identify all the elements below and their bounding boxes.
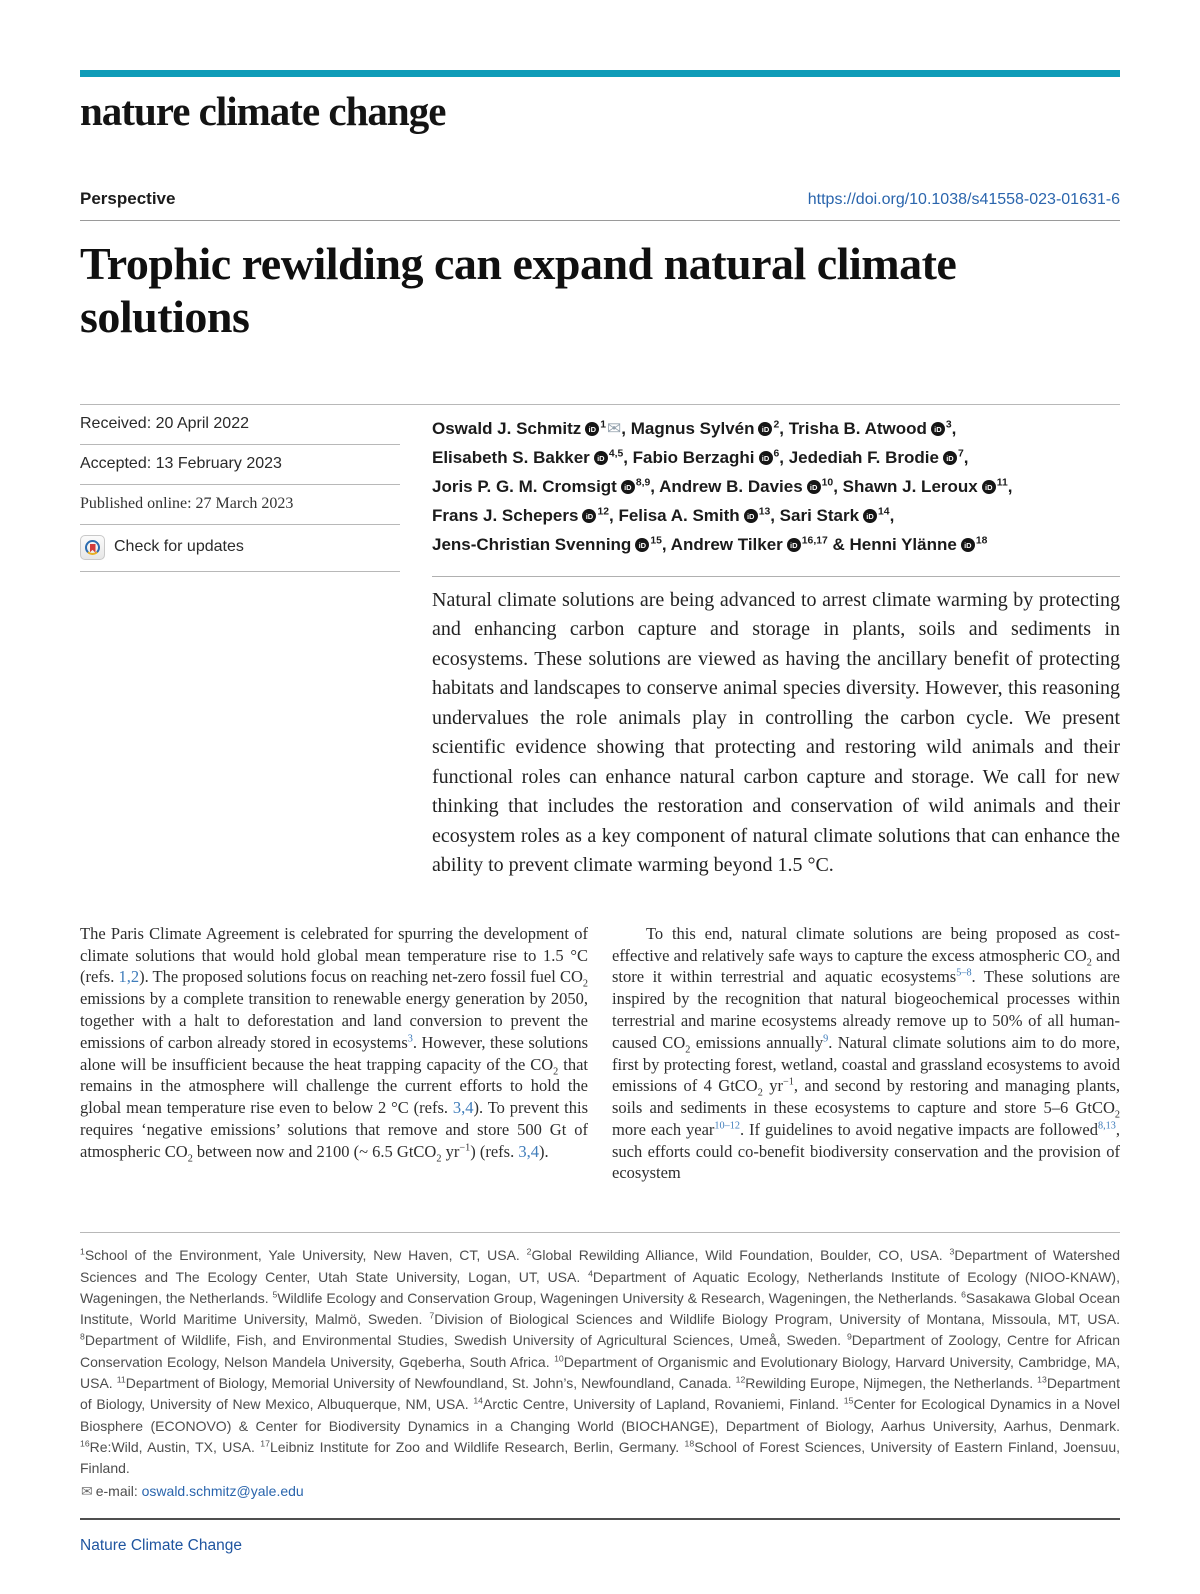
superscript: 15 [650,535,662,547]
orcid-icon[interactable]: iD [961,538,975,552]
subscript: 2 [436,1152,442,1164]
accepted-date: Accepted: 13 February 2023 [80,445,400,485]
published-date: Published online: 27 March 2023 [80,485,400,525]
orcid-icon[interactable]: iD [787,538,801,552]
orcid-icon[interactable]: iD [863,509,877,523]
superscript: 8,9 [635,477,651,489]
orcid-icon[interactable]: iD [807,480,821,494]
superscript: 16 [80,1438,90,1449]
orcid-icon[interactable]: iD [931,422,945,436]
superscript: 12 [735,1374,746,1385]
reference-link[interactable]: 8,13 [1098,1120,1116,1132]
superscript: 4 [588,1267,593,1278]
abstract-text: Natural climate solutions are being advanced to arrest climate warming by protecting and enhancing carbon capture and storage in plants, soils and sediments in ecosystems. These solutions are viewed as having the ancillary benefit of protecting habitats and landscapes to conserve animal species diversity. However, this reasoning undervalues the role animals play in controlling the carbon cycle. We present scientific evidence showing that protecting and restoring wild animals and their functional roles can enhance natural carbon capture and storage. We call for new thinking that includes the restoration and conservation of wild animals and their ecosystem roles as a key component of natural climate solutions that can enhance the ability to prevent climate warming beyond 1.5 °C. [432,588,1120,877]
affiliations-block [80,1232,1120,1502]
orcid-icon[interactable]: iD [982,480,996,494]
superscript: 16,17 [801,535,828,547]
subscript: 2 [685,1044,691,1055]
superscript: 1 [600,419,607,431]
subscript: 2 [757,1087,763,1099]
superscript: 7 [957,448,964,460]
orcid-icon[interactable]: iD [759,451,773,465]
superscript: 13 [758,506,771,518]
subscript: 2 [1086,956,1092,968]
superscript: −1 [782,1076,794,1088]
superscript: 9 [846,1331,852,1342]
superscript: 18 [684,1438,695,1449]
subscript: 2 [582,978,588,990]
footer-journal-name[interactable]: Nature Climate Change [80,1536,242,1554]
orcid-icon[interactable]: iD [635,538,649,552]
article-body [80,923,1120,1185]
reference-link[interactable]: 9 [823,1033,829,1045]
superscript: 15 [843,1395,854,1406]
superscript: 3 [949,1246,955,1257]
subscript: 2 [187,1152,193,1164]
superscript: 1 [80,1246,85,1257]
doi-link[interactable]: https://doi.org/10.1038/s41558-023-01631-6 [807,191,1120,208]
orcid-icon[interactable]: iD [758,422,772,436]
superscript: 11 [116,1374,126,1385]
superscript: 7 [429,1310,435,1321]
reference-link[interactable]: 3,4 [452,1098,474,1118]
superscript: 6 [961,1289,966,1300]
page-title: Trophic rewilding can expand natural climate solutions [80,238,957,343]
article-type-row [80,189,1120,221]
reference-link[interactable]: 5–8 [956,967,972,979]
reference-link[interactable]: 1,2 [118,967,140,987]
superscript: 11 [996,477,1008,489]
superscript: 13 [1037,1374,1047,1385]
orcid-icon[interactable]: iD [621,480,635,494]
orcid-icon[interactable]: iD [594,451,608,465]
superscript: 10 [821,477,834,489]
author-line: Jens-Christian Svenning iD $^{15}$, Andrew Tilker iD $^{16,17}$ & Henni Ylänne iD $^{18}$ [432,534,988,554]
authors-abstract-column [432,405,1120,881]
envelope-icon: ✉ [81,1482,93,1499]
abstract-divider [432,576,1120,577]
envelope-icon: ✉ [607,418,622,438]
check-for-updates-label: Check for updates [114,538,244,556]
author-line: Oswald J. Schmitz iD $^1$✉, Magnus Sylvén iD $^2$, Trisha B. Atwood iD $^3$, [432,418,957,438]
orcid-icon[interactable]: iD [744,509,758,523]
reference-link[interactable]: 10–12 [714,1120,740,1132]
body-left-column: The Paris Climate Agreement is celebrated for spurring the development of climate solutions that would hold global mean temperature rise to 1.5 °C (refs. 1,2). The proposed solutions focus on reaching net-zero fossil fuel $CO_2$ emissions by a complete transition to renewable energy generation by 2050, together with a halt to deforestation and land conversion to prevent the emissions of carbon already stored in ecosystems$^3$. However, these solutions alone will be insufficient because the heat trapping capacity of the $CO_2$ that remains in the atmosphere will challenge the current efforts to hold the global mean temperature rise even to below 2 °C (refs. 3,4). To prevent this requires ‘negative emissions’ solutions that remove and store 500 Gt of atmospheric $CO_2$ between now and 2100 (~ 6.5 GtCO$_2$ $yr^{-1}$) (refs. 3,4). [80,923,588,1164]
body-right-column: To this end, natural climate solutions are being proposed as cost-effective and relatively safe ways to capture the excess atmospheric $CO_2$ and store it within terrestrial and aquatic ecosystems$^{5-8}$. These solutions are inspired by the recognition that natural biogeochemical processes within terrestrial and marine ecosystems already remove up to 50% of all human-caused $CO_2$ emissions annually$^9$. Natural climate solutions aim to do more, first by protecting forest, wetland, coastal and grassland ecosystems to avoid emissions of 4 GtCO$_2$ $yr^{-1}$, and second by restoring and managing plants, soils and sediments in these ecosystems to capture and store 5–6 GtCO$_2$ more each year$^{10-12}$. If guidelines to avoid negative impacts are followed$^{8,13}$, such efforts could co-benefit biodiversity conservation and the provision of ecosystem [612,923,1121,1183]
superscript: 14 [473,1395,483,1406]
superscript: 17 [260,1438,270,1449]
accent-bar [80,70,1120,77]
crossmark-icon [80,535,105,560]
superscript: 14 [878,506,890,518]
reference-link[interactable]: 3 [407,1033,413,1045]
article-meta-section [80,404,1120,881]
superscript: 5 [272,1289,278,1300]
dates-column [80,405,400,881]
email-link[interactable]: oswald.schmitz@yale.edu [141,1482,304,1499]
author-line: Joris P. G. M. Cromsigt iD $^{8,9}$, Andrew B. Davies iD $^{10}$, Shawn J. Leroux iD $^{11}$, [432,476,1013,496]
superscript: 2 [773,419,780,431]
author-line: Elisabeth S. Bakker iD $^{4,5}$, Fabio Berzaghi iD $^6$, Jedediah F. Brodie iD $^7$, [432,447,969,467]
author-line: Frans J. Schepers iD $^{12}$, Felisa A. Smith iD $^{13}$, Sari Stark iD $^{14}$, [432,505,895,525]
orcid-icon[interactable]: iD [582,509,596,523]
superscript: 3 [945,419,952,431]
check-for-updates-button[interactable] [80,525,400,572]
email-line: ✉ e-mail: oswald.schmitz@yale.edu [81,1482,304,1499]
subscript: 2 [553,1065,559,1077]
received-date: Received: 20 April 2022 [80,405,400,445]
article-type-label: Perspective [80,189,176,208]
superscript: 12 [597,506,609,518]
superscript: 4,5 [608,448,624,460]
journal-logo: nature climate change [80,88,446,134]
superscript: 2 [526,1246,532,1257]
superscript: −1 [459,1142,471,1154]
author-list [432,414,1120,559]
page-footer [80,1518,1120,1555]
superscript: 18 [975,535,988,547]
subscript: 2 [1114,1109,1120,1121]
superscript: 10 [554,1353,564,1364]
orcid-icon[interactable]: iD [585,422,599,436]
reference-link[interactable]: 3,4 [518,1141,539,1161]
orcid-icon[interactable]: iD [943,451,957,465]
superscript: 8 [80,1331,85,1342]
superscript: 6 [773,448,780,460]
affiliations-text: $^1$School of the Environment, Yale University, New Haven, CT, USA. $^2$Global Rewilding Alliance, Wild Foundation, Boulder, CO, USA. $^3$Department of Watershed Sciences and The Ecology Center, Utah State University, Logan, UT, USA. $^4$Department of Aquatic Ecology, Netherlands Institute of Ecology (NIOO-KNAW), Wageningen, the Netherlands. $^5$Wildlife Ecology and Conservation Group, Wageningen University & Research, Wageningen, the Netherlands. $^6$Sasakawa Global Ocean Institute, World Maritime University, Malmö, Sweden. $^7$Division of Biological Sciences and Wildlife Biology Program, University of Montana, Missoula, MT, USA. $^8$Department of Wildlife, Fish, and Environmental Studies, Swedish University of Agricultural Sciences, Umeå, Sweden. $^9$Department of Zoology, Centre for African Conservation Ecology, Nelson Mandela University, Gqeberha, South Africa. $^{10}$Department of Organismic and Evolutionary Biology, Harvard University, Cambridge, MA, USA. $^{11}$Department of Biology, Memorial University of Newfoundland, St. John’s, Newfoundland, Canada. $^{12}$Rewilding Europe, Nijmegen, the Netherlands. $^{13}$Department of Biology, University of New Mexico, Albuquerque, NM, USA. $^{14}$Arctic Centre, University of Lapland, Rovaniemi, Finland. $^{15}$Center for Ecological Dynamics in a Novel Biosphere (ECONOVO) & Center for Biodiversity Dynamics in a Changing World (BIOCHANGE), Department of Biology, Aarhus University, Aarhus, Denmark. $^{16}$Re:Wild, Austin, TX, USA. $^{17}$Leibniz Institute for Zoo and Wildlife Research, Berlin, Germany. $^{18}$School of Forest Sciences, University of Eastern Finland, Joensuu, Finland. [80,1246,1121,1477]
